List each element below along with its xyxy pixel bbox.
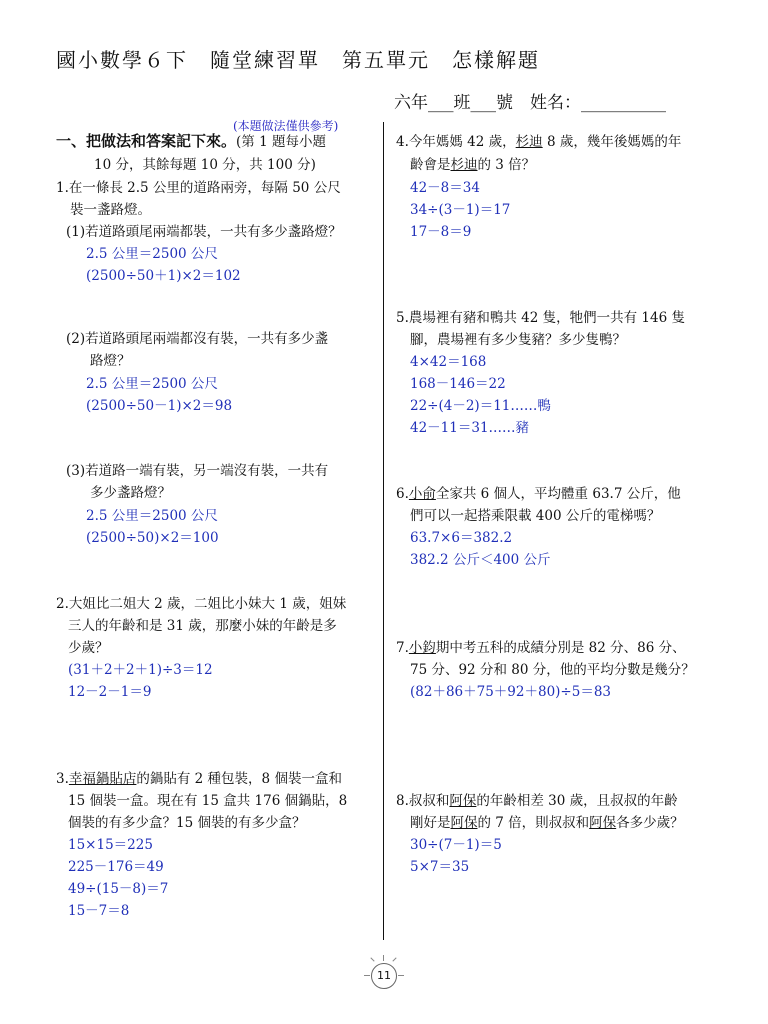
q1-stem-cont: 裝一盞路燈。	[70, 202, 151, 218]
q8-work: 5×7＝35	[410, 859, 470, 875]
badge-ray	[364, 975, 370, 976]
q4-work: 42－8＝34	[410, 180, 480, 196]
badge-ray	[392, 957, 396, 961]
page-number: 11	[371, 963, 397, 989]
q3-stem-cont: 個裝的有多少盒？15 個裝的有多少盒？	[68, 815, 306, 831]
q4-stem: 4.今年媽媽 42 歲，杉迪 8 歲，幾年後媽媽的年	[396, 134, 682, 150]
badge-ray	[398, 975, 404, 976]
q2-work: (31＋2＋2＋1)÷3＝12	[68, 662, 213, 678]
q3-work: 49÷(15－8)＝7	[68, 881, 169, 897]
q4-work: 17－8＝9	[410, 224, 472, 240]
q5-stem: 5.農場裡有豬和鴨共 42 隻，牠們一共有 146 隻	[396, 310, 685, 326]
reference-note: (本題做法僅供參考)	[233, 119, 339, 133]
q6-stem: 6.小俞全家共 6 個人，平均體重 63.7 公斤，他	[396, 486, 681, 502]
q2-stem-cont: 三人的年齡和是 31 歲，那麼小妹的年齡是多	[68, 618, 337, 634]
badge-ray	[370, 957, 374, 961]
q3-work: 225－176＝49	[68, 859, 164, 875]
q3-stem-cont: 15 個裝一盒。現在有 15 盒共 176 個鍋貼，8	[68, 793, 348, 809]
q1-part3-question: (3)若道路一端有裝，另一端沒有裝，一共有	[66, 463, 329, 479]
section-rule: 10 分，其餘每題 10 分，共 100 分)	[94, 157, 316, 173]
q1-part3-work: 2.5 公里＝2500 公尺	[86, 508, 218, 524]
q6-work: 63.7×6＝382.2	[410, 530, 513, 546]
q1-stem: 1.在一條長 2.5 公里的道路兩旁，每隔 50 公尺	[56, 180, 341, 196]
column-divider	[383, 122, 384, 940]
q8-stem-cont: 剛好是阿保的 7 倍，則叔叔和阿保各多少歲？	[410, 815, 684, 831]
student-info-line: 六年___班___號 姓名：__________	[394, 93, 666, 113]
q7-stem: 7.小鈞期中考五科的成績分別是 82 分、86 分、	[396, 640, 686, 656]
q5-work: 168－146＝22	[410, 376, 506, 392]
q1-part3-work: (2500÷50)×2＝100	[86, 530, 219, 546]
q8-stem: 8.叔叔和阿保的年齡相差 30 歲，且叔叔的年齡	[396, 793, 678, 809]
q5-work: 4×42＝168	[410, 354, 487, 370]
q1-part2-work: 2.5 公里＝2500 公尺	[86, 376, 218, 392]
q5-work: 22÷(4－2)＝11……鴨	[410, 398, 551, 414]
q3-work: 15×15＝225	[68, 837, 153, 853]
q5-work: 42－11＝31……豬	[410, 420, 530, 436]
q6-work: 382.2 公斤＜400 公斤	[410, 552, 551, 568]
page-title: 國小數學６下 隨堂練習單 第五單元 怎樣解題	[56, 48, 540, 72]
q6-stem-cont: 們可以一起搭乘限載 400 公斤的電梯嗎？	[410, 508, 661, 524]
q1-part1-work: (2500÷50＋1)×2＝102	[86, 268, 241, 284]
badge-ray	[383, 955, 384, 961]
q1-part2-question: (2)若道路頭尾兩端都沒有裝，一共有多少盞	[66, 331, 329, 347]
q4-work: 34÷(3－1)＝17	[410, 202, 511, 218]
q3-work: 15－7＝8	[68, 903, 130, 919]
q7-work: (82＋86＋75＋92＋80)÷5＝83	[410, 684, 612, 700]
q2-stem-cont: 少歲？	[68, 640, 109, 656]
q8-work: 30÷(7－1)＝5	[410, 837, 502, 853]
q2-stem: 2.大姐比二姐大 2 歲，二姐比小妹大 1 歲，姐妹	[56, 596, 347, 612]
q1-part1-work: 2.5 公里＝2500 公尺	[86, 246, 218, 262]
q3-stem: 3.幸福鍋貼店的鍋貼有 2 種包裝，8 個裝一盒和	[56, 771, 342, 787]
section-heading: 一、把做法和答案記下來。(第 1 題每小題	[56, 132, 326, 150]
q7-stem-cont: 75 分、92 分和 80 分，他的平均分數是幾分？	[410, 662, 695, 678]
q5-stem-cont: 腳，農場裡有多少隻豬？多少隻鴨？	[410, 332, 626, 348]
q1-part1-question: (1)若道路頭尾兩端都裝，一共有多少盞路燈？	[66, 224, 342, 240]
q1-part3-question-cont: 多少盞路燈？	[90, 485, 171, 501]
q1-part2-work: (2500÷50－1)×2＝98	[86, 398, 233, 414]
q4-stem-cont: 齡會是杉迪的 3 倍？	[410, 157, 536, 173]
q2-work: 12－2－1＝9	[68, 684, 152, 700]
q1-part2-question-cont: 路燈？	[90, 353, 131, 369]
